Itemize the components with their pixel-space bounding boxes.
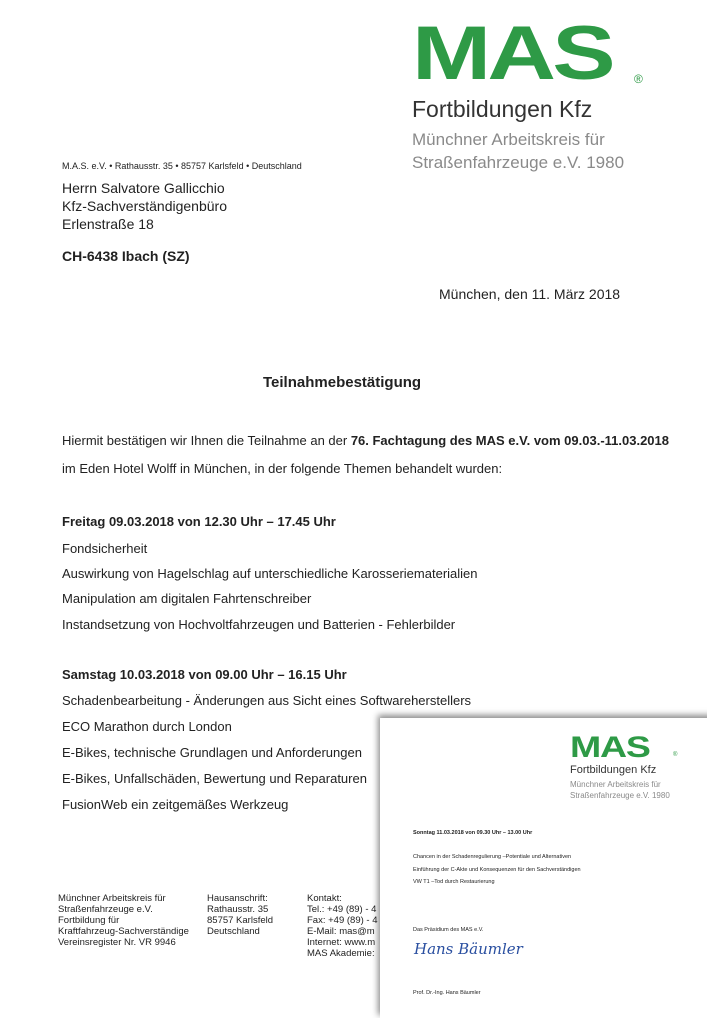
topic-item: Einführung der C-Akte und Konsequenzen für den Sachverständigen <box>413 867 581 873</box>
intro-line-1 <box>62 433 669 448</box>
friday-heading: Freitag 09.03.2018 von 12.30 Uhr – 17.45 Uhr <box>62 514 336 529</box>
logo-line1: Fortbildungen Kfz <box>412 96 593 122</box>
topic-item: Schadenbearbeitung - Änderungen aus Sicht eines Softwareherstellers <box>62 693 472 708</box>
registered-mark: ® <box>634 72 643 86</box>
footer-address: Hausanschrift: Rathausstr. 35 85757 Karlsfeld Deutschland <box>207 893 274 937</box>
overlapping-page-2 <box>380 718 707 1018</box>
logo-line3: Straßenfahrzeuge e.V. 1980 <box>570 791 670 800</box>
recipient-city: CH-6438 Ibach (SZ) <box>62 248 190 264</box>
topic-item: Fondsicherheit <box>62 541 148 556</box>
footer-contact: Kontakt: Tel.: +49 (89) - 4 Fax: +49 (89) - 4 E-Mail: mas@m Internet: www.m MAS Akademie: <box>307 893 378 959</box>
logo-line1: Fortbildungen Kfz <box>570 764 657 776</box>
logo-line3: Straßenfahrzeuge e.V. 1980 <box>412 153 625 172</box>
topic-item: ECO Marathon durch London <box>62 719 232 734</box>
signer-name: Prof. Dr.-Ing. Hans Bäumler <box>413 990 481 996</box>
recipient-name: Herrn Salvatore Gallicchio <box>62 180 225 196</box>
topic-item: FusionWeb ein zeitgemäßes Werkzeug <box>62 797 289 812</box>
letter-date: München, den 11. März 2018 <box>439 286 621 302</box>
document-title: Teilnahmebestätigung <box>263 374 422 391</box>
intro-event: 76. Fachtagung des MAS e.V. vom 09.03.-11.03.2018 <box>350 433 669 448</box>
topic-item: Chancen in der Schadenregulierung –Potentiale und Alternativen <box>413 854 572 860</box>
registered-mark: ® <box>673 752 678 758</box>
mas-logo: MAS <box>412 11 612 96</box>
recipient-street: Erlenstraße 18 <box>62 216 154 232</box>
topic-item: E-Bikes, Unfallschäden, Bewertung und Reparaturen <box>62 771 367 786</box>
intro-text: Hiermit bestätigen wir Ihnen die Teilnahme an der <box>62 433 351 448</box>
recipient-company: Kfz-Sachverständigenbüro <box>62 198 227 214</box>
sunday-heading: Sonntag 11.03.2018 von 09.30 Uhr – 13.00 Uhr <box>413 830 533 836</box>
intro-line-2: im Eden Hotel Wolff in München, in der folgende Themen behandelt wurden: <box>62 461 503 476</box>
logo-line2: Münchner Arbeitskreis für <box>412 130 605 149</box>
topic-item: Auswirkung von Hagelschlag auf unterschiedliche Karosseriematerialien <box>62 566 478 581</box>
topic-item: Instandsetzung von Hochvoltfahrzeugen und Batterien - Fehlerbilder <box>62 617 456 632</box>
mas-logo: MAS <box>570 731 650 764</box>
topic-item: VW T1 –Tod durch Restaurierung <box>413 879 495 885</box>
logo-line2: Münchner Arbeitskreis für <box>570 780 661 789</box>
closing: Das Präsidium des MAS e.V. <box>413 927 484 933</box>
sender-line: M.A.S. e.V. • Rathausstr. 35 • 85757 Karlsfeld • Deutschland <box>62 161 302 171</box>
topic-item: Manipulation am digitalen Fahrtenschreiber <box>62 591 312 606</box>
saturday-heading: Samstag 10.03.2018 von 09.00 Uhr – 16.15 Uhr <box>62 667 347 682</box>
signature: Hans Bäumler <box>414 940 523 958</box>
footer-org: Münchner Arbeitskreis für Straßenfahrzeuge e.V. Fortbildung für Kraftfahrzeug-Sachverständige Vereinsregister Nr. VR 9946 <box>58 893 189 948</box>
topic-item: E-Bikes, technische Grundlagen und Anforderungen <box>62 745 362 760</box>
